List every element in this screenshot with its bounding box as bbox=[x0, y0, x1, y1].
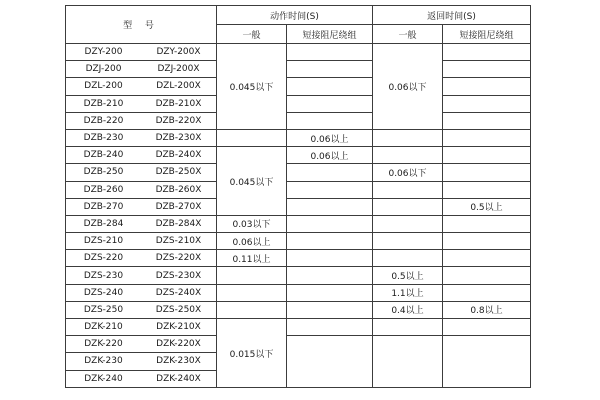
table-row bbox=[66, 284, 531, 301]
return-general-cell bbox=[373, 129, 443, 146]
model-cell bbox=[66, 319, 217, 336]
return-damping-cell bbox=[443, 215, 531, 232]
action-damping-cell bbox=[287, 215, 373, 232]
model-cell bbox=[66, 198, 217, 215]
return-damping-cell bbox=[443, 112, 531, 129]
return-general-cell: 1.1以上 bbox=[373, 284, 443, 301]
action-general-cell bbox=[217, 284, 287, 301]
model-name: DZB-250 bbox=[83, 167, 124, 178]
model-name: DZS-250 bbox=[83, 304, 124, 315]
return-general-cell bbox=[373, 319, 443, 336]
column-header-action-time: 动作时间(S) bbox=[217, 6, 373, 25]
model-cell bbox=[66, 336, 217, 353]
action-damping-cell bbox=[287, 284, 373, 301]
table-row bbox=[66, 164, 531, 181]
action-general-cell bbox=[217, 129, 287, 146]
model-name: DZB-260 bbox=[83, 184, 124, 195]
model-name: DZB-220 bbox=[83, 115, 124, 126]
action-damping-cell bbox=[287, 267, 373, 284]
action-general-cell bbox=[217, 267, 287, 284]
return-general-cell bbox=[373, 215, 443, 232]
return-general-cell: 0.4以上 bbox=[373, 301, 443, 318]
model-name: DZB-240 bbox=[83, 150, 124, 161]
model-name: DZB-210 bbox=[83, 98, 124, 109]
column-header-model: 型 号 bbox=[66, 6, 217, 44]
return-general-cell: 0.06以下 bbox=[373, 44, 443, 130]
action-damping-cell bbox=[287, 301, 373, 318]
table-row bbox=[66, 198, 531, 215]
relay-timing-spec-table bbox=[65, 5, 531, 388]
column-header-action-damping: 短接阻尼绕组 bbox=[287, 25, 373, 44]
action-general-cell: 0.03以下 bbox=[217, 215, 287, 232]
return-damping-cell bbox=[443, 267, 531, 284]
model-name-x: DZS-210X bbox=[155, 236, 202, 247]
action-damping-cell bbox=[287, 78, 373, 95]
model-name-x: DZS-250X bbox=[155, 304, 202, 315]
model-name-x: DZK-240X bbox=[156, 373, 201, 384]
model-cell bbox=[66, 95, 217, 112]
model-cell bbox=[66, 78, 217, 95]
table-row bbox=[66, 336, 531, 353]
model-name-x: DZB-240X bbox=[155, 150, 202, 161]
action-general-cell bbox=[217, 301, 287, 318]
return-damping-cell bbox=[443, 95, 531, 112]
action-damping-cell bbox=[287, 233, 373, 250]
model-name-x: DZK-220X bbox=[156, 339, 201, 350]
return-damping-cell bbox=[443, 44, 531, 61]
model-name-x: DZJ-200X bbox=[157, 64, 200, 75]
table-row bbox=[66, 319, 531, 336]
return-general-cell: 0.5以上 bbox=[373, 267, 443, 284]
model-name: DZK-230 bbox=[84, 356, 123, 367]
return-general-cell bbox=[373, 181, 443, 198]
model-cell bbox=[66, 267, 217, 284]
model-name: DZS-220 bbox=[83, 253, 124, 264]
action-damping-cell: 0.06以上 bbox=[287, 147, 373, 164]
model-name: DZB-230 bbox=[83, 133, 124, 144]
table-row bbox=[66, 250, 531, 267]
return-damping-cell bbox=[443, 233, 531, 250]
model-name-x: DZS-220X bbox=[155, 253, 202, 264]
model-cell bbox=[66, 112, 217, 129]
column-header-return-time: 返回时间(S) bbox=[373, 6, 531, 25]
table-row bbox=[66, 129, 531, 146]
return-damping-cell bbox=[443, 129, 531, 146]
action-general-cell: 0.06以上 bbox=[217, 233, 287, 250]
column-header-action-general: 一般 bbox=[217, 25, 287, 44]
table-row bbox=[66, 181, 531, 198]
action-damping-cell bbox=[287, 112, 373, 129]
return-general-cell: 0.06以下 bbox=[373, 164, 443, 181]
table-row bbox=[66, 112, 531, 129]
model-name-x: DZS-240X bbox=[155, 287, 202, 298]
table-row bbox=[66, 267, 531, 284]
action-general-cell: 0.11以上 bbox=[217, 250, 287, 267]
action-damping-cell bbox=[287, 336, 373, 388]
return-damping-cell bbox=[443, 284, 531, 301]
action-general-cell: 0.045以下 bbox=[217, 147, 287, 216]
model-cell bbox=[66, 129, 217, 146]
model-name-x: DZB-210X bbox=[155, 98, 202, 109]
action-damping-cell bbox=[287, 181, 373, 198]
return-damping-cell bbox=[443, 181, 531, 198]
model-name: DZB-284 bbox=[83, 218, 124, 229]
action-damping-cell bbox=[287, 95, 373, 112]
model-name-x: DZB-260X bbox=[155, 184, 202, 195]
action-damping-cell bbox=[287, 164, 373, 181]
return-damping-cell bbox=[443, 147, 531, 164]
table-row bbox=[66, 147, 531, 164]
action-damping-cell: 0.06以上 bbox=[287, 129, 373, 146]
model-name: DZJ-200 bbox=[85, 64, 122, 75]
model-name-x: DZB-250X bbox=[155, 167, 202, 178]
model-cell bbox=[66, 370, 217, 387]
model-cell bbox=[66, 301, 217, 318]
model-name: DZK-210 bbox=[84, 322, 123, 333]
table-row bbox=[66, 301, 531, 318]
header-row-groups bbox=[66, 6, 531, 25]
model-name: DZS-230 bbox=[83, 270, 124, 281]
model-name-x: DZS-230X bbox=[155, 270, 202, 281]
action-damping-cell bbox=[287, 319, 373, 336]
action-general-cell: 0.015以下 bbox=[217, 319, 287, 388]
model-name: DZK-220 bbox=[84, 339, 123, 350]
model-cell bbox=[66, 233, 217, 250]
model-cell bbox=[66, 61, 217, 78]
return-general-cell bbox=[373, 250, 443, 267]
return-general-cell bbox=[373, 147, 443, 164]
return-damping-cell bbox=[443, 61, 531, 78]
table-row bbox=[66, 215, 531, 232]
model-name-x: DZB-220X bbox=[155, 115, 202, 126]
return-general-cell bbox=[373, 336, 443, 388]
model-name: DZL-200 bbox=[84, 81, 123, 92]
model-cell bbox=[66, 181, 217, 198]
return-damping-cell bbox=[443, 164, 531, 181]
model-name: DZK-240 bbox=[84, 373, 123, 384]
table-row bbox=[66, 233, 531, 250]
return-damping-cell: 0.8以上 bbox=[443, 301, 531, 318]
column-header-return-general: 一般 bbox=[373, 25, 443, 44]
table-row bbox=[66, 78, 531, 95]
model-name: DZS-210 bbox=[83, 236, 124, 247]
model-cell bbox=[66, 250, 217, 267]
model-cell bbox=[66, 353, 217, 370]
return-damping-cell: 0.5以上 bbox=[443, 198, 531, 215]
model-name-x: DZY-200X bbox=[156, 47, 201, 58]
model-name: DZS-240 bbox=[83, 287, 124, 298]
model-cell bbox=[66, 147, 217, 164]
return-damping-cell bbox=[443, 78, 531, 95]
table-row bbox=[66, 44, 531, 61]
model-name-x: DZB-230X bbox=[155, 133, 202, 144]
action-damping-cell bbox=[287, 250, 373, 267]
model-name-x: DZL-200X bbox=[156, 81, 201, 92]
action-damping-cell bbox=[287, 198, 373, 215]
action-damping-cell bbox=[287, 44, 373, 61]
return-damping-cell bbox=[443, 250, 531, 267]
model-cell bbox=[66, 284, 217, 301]
model-cell bbox=[66, 215, 217, 232]
return-damping-cell bbox=[443, 319, 531, 336]
model-name-x: DZB-284X bbox=[155, 218, 202, 229]
action-damping-cell bbox=[287, 61, 373, 78]
model-name-x: DZK-230X bbox=[156, 356, 201, 367]
return-general-cell bbox=[373, 233, 443, 250]
action-general-cell: 0.045以下 bbox=[217, 44, 287, 130]
model-cell bbox=[66, 164, 217, 181]
model-cell bbox=[66, 44, 217, 61]
model-name-x: DZB-270X bbox=[155, 201, 202, 212]
column-header-return-damping: 短接阻尼绕组 bbox=[443, 25, 531, 44]
model-name: DZY-200 bbox=[84, 47, 123, 58]
table-row bbox=[66, 95, 531, 112]
model-name-x: DZK-210X bbox=[156, 322, 201, 333]
return-damping-cell bbox=[443, 336, 531, 388]
return-general-cell bbox=[373, 198, 443, 215]
model-name: DZB-270 bbox=[83, 201, 124, 212]
table-row bbox=[66, 61, 531, 78]
